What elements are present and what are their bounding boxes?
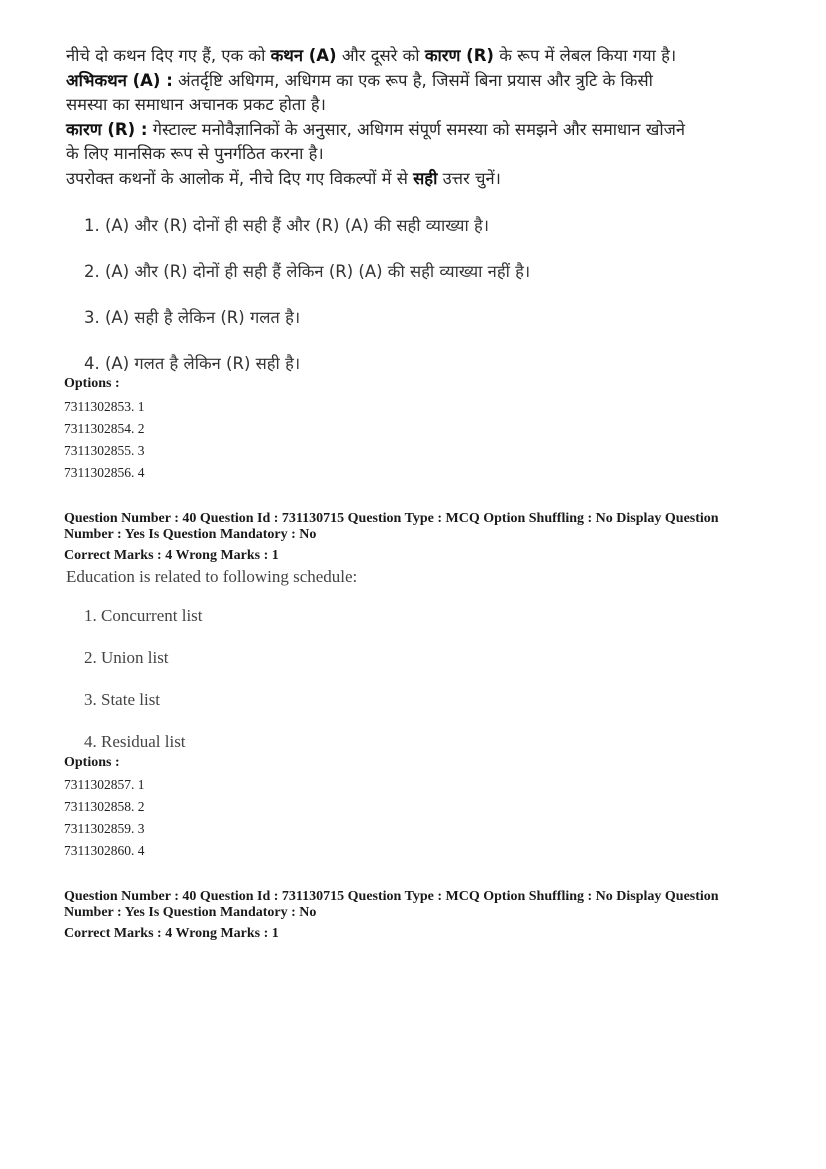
q1-statement-intro bbox=[66, 44, 676, 68]
q2-option-id-4: 7311302860. 4 bbox=[64, 843, 145, 858]
q1-instruction bbox=[66, 167, 501, 191]
q1-reason-text: गेस्टाल्ट मनोवैज्ञानिकों के अनुसार, अधिगम संपूर्ण समस्या को समझने और समाधान खोजने bbox=[147, 120, 685, 139]
q1-assertion-cont: समस्या का समाधान अचानक प्रकट होता है। bbox=[66, 95, 326, 114]
q2-option-id-1: 7311302857. 1 bbox=[64, 777, 145, 792]
q3-meta-line-1: Question Number : 40 Question Id : 731130715 Question Type : MCQ Option Shuffling : No Display Question bbox=[64, 889, 719, 904]
q1-intro-text-2: और दूसरे को bbox=[336, 46, 425, 65]
q2-option-id-2: 7311302858. 2 bbox=[64, 799, 145, 814]
q2-question-text: Education is related to following schedule: bbox=[66, 567, 358, 586]
q1-assertion-text: अंतर्दृष्टि अधिगम, अधिगम का एक रूप है, जिसमें बिना प्रयास और त्रुटि के किसी bbox=[172, 71, 653, 90]
q1-choice-4: 4. (A) गलत है लेकिन (R) सही है। bbox=[84, 354, 301, 373]
q2-options-label: Options : bbox=[64, 755, 120, 770]
q1-instruction-text: उपरोक्त कथनों के आलोक में, नीचे दिए गए विकल्पों में से bbox=[66, 169, 414, 188]
q1-reason-cont: के लिए मानसिक रूप से पुनर्गठित करना है। bbox=[66, 144, 324, 163]
q2-option-id-3: 7311302859. 3 bbox=[64, 821, 145, 836]
q1-option-id-2: 7311302854. 2 bbox=[64, 421, 145, 436]
q1-instruction-text-2: उत्तर चुनें। bbox=[437, 169, 501, 188]
q3-meta-line-2: Number : Yes Is Question Mandatory : No bbox=[64, 905, 317, 920]
q1-assertion-term: कथन (A) bbox=[270, 46, 337, 65]
q1-instruction-bold: सही bbox=[413, 169, 438, 188]
q1-choice-2: 2. (A) और (R) दोनों ही सही हैं लेकिन (R) (A) की सही व्याख्या नहीं है। bbox=[84, 262, 531, 281]
q2-choice-1: 1. Concurrent list bbox=[84, 606, 203, 625]
q2-choice-4: 4. Residual list bbox=[84, 732, 186, 751]
q1-choice-1: 1. (A) और (R) दोनों ही सही हैं और (R) (A) की सही व्याख्या है। bbox=[84, 216, 490, 235]
q2-choice-3: 3. State list bbox=[84, 690, 161, 709]
q1-reason-label: कारण (R) : bbox=[66, 120, 148, 139]
q3-marks: Correct Marks : 4 Wrong Marks : 1 bbox=[64, 926, 279, 941]
q1-assertion-label: अभिकथन (A) : bbox=[66, 71, 173, 90]
q1-options-label: Options : bbox=[64, 376, 120, 391]
q2-meta-line-2: Number : Yes Is Question Mandatory : No bbox=[64, 527, 317, 542]
q2-choice-2: 2. Union list bbox=[84, 648, 169, 667]
q2-marks: Correct Marks : 4 Wrong Marks : 1 bbox=[64, 548, 279, 563]
q1-option-id-4: 7311302856. 4 bbox=[64, 465, 145, 480]
q1-assertion bbox=[66, 69, 653, 93]
q1-intro-text: नीचे दो कथन दिए गए हैं, एक को bbox=[66, 46, 271, 65]
q1-reason bbox=[66, 118, 685, 142]
q1-choice-3: 3. (A) सही है लेकिन (R) गलत है। bbox=[84, 308, 301, 327]
q1-intro-text-3: के रूप में लेबल किया गया है। bbox=[493, 46, 677, 65]
q1-option-id-1: 7311302853. 1 bbox=[64, 399, 145, 414]
q1-option-id-3: 7311302855. 3 bbox=[64, 443, 145, 458]
q1-reason-term: कारण (R) bbox=[424, 46, 494, 65]
q2-meta-line-1: Question Number : 40 Question Id : 731130715 Question Type : MCQ Option Shuffling : No Display Question bbox=[64, 511, 719, 526]
